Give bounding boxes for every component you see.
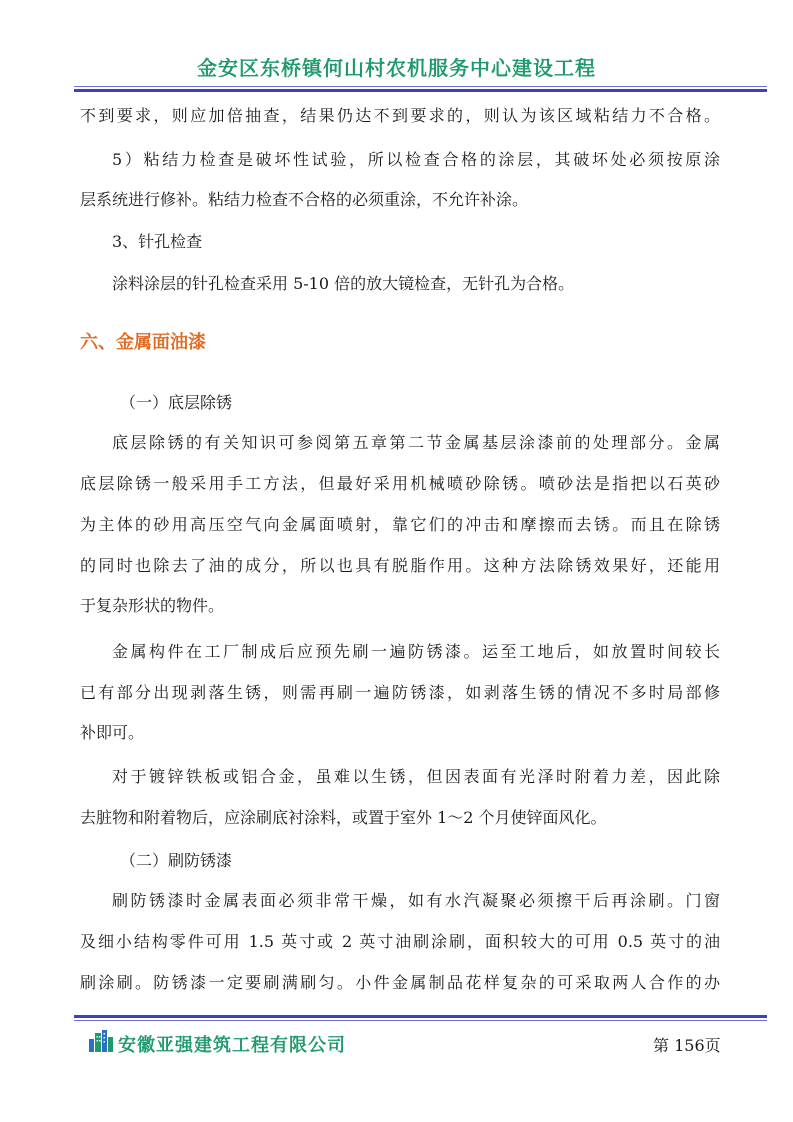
paragraph-line: 及细小结构零件可用 1.5 英寸或 2 英寸油刷涂刷，面积较大的可用 0.5 英寸的油 [80,932,720,951]
subheading-pinhole-check: 3、针孔检查 [112,232,203,251]
company-name: 安徽亚强建筑工程有限公司 [118,1035,346,1056]
paragraph-line: 金属构件在工厂制成后应预先刷一遍防锈漆。运至工地后，如放置时间较长 [112,642,720,661]
header-rule-thin [74,86,767,87]
page-number: 第 156页 [653,1036,721,1055]
document-title: 金安区东桥镇何山村农机服务中心建设工程 [197,56,596,80]
subsection-heading: （二）刷防锈漆 [120,851,233,870]
paragraph-line: 底层除锈的有关知识可参阅第五章第二节金属基层涂漆前的处理部分。金属 [112,433,720,452]
paragraph-line: 5）粘结力检查是破坏性试验，所以检查合格的涂层，其破坏处必须按原涂 [112,150,720,169]
footer-rule-thin [74,1020,767,1021]
paragraph-line: 层系统进行修补。粘结力检查不合格的必须重涂，不允许补涂。 [80,190,529,209]
paragraph-line: 于复杂形状的物件。 [80,596,225,615]
paragraph-line: 补即可。 [80,723,145,742]
paragraph-line: 刷防锈漆时金属表面必须非常干燥，如有水汽凝聚必须擦干后再涂刷。门窗 [112,891,720,910]
paragraph-line: 的同时也除去了油的成分，所以也具有脱脂作用。这种方法除锈效果好，还能用 [80,556,720,575]
header-rule-thick [74,89,767,92]
paragraph-line: 涂料涂层的针孔检查采用 5-10 倍的放大镜检查，无针孔为合格。 [112,274,575,293]
paragraph-line: 底层除锈一般采用手工方法，但最好采用机械喷砂除锈。喷砂法是指把以石英砂 [80,474,720,493]
footer-rule-thick [74,1015,767,1018]
building-logo-icon [88,1029,114,1053]
section-heading: 六、金属面油漆 [80,332,206,353]
paragraph-line: 去脏物和附着物后，应涂刷底衬涂料，或置于室外 1～2 个月使锌面风化。 [80,808,607,827]
paragraph-line: 对于镀锌铁板或铝合金，虽难以生锈，但因表面有光泽时附着力差，因此除 [112,767,720,786]
paragraph-line: 已有部分出现剥落生锈，则需再刷一遍防锈漆，如剥落生锈的情况不多时局部修 [80,683,720,702]
paragraph-line: 为主体的砂用高压空气向金属面喷射，靠它们的冲击和摩擦而去锈。而且在除锈 [80,515,720,534]
paragraph-line: 不到要求，则应加倍抽查，结果仍达不到要求的，则认为该区域粘结力不合格。 [80,106,720,125]
paragraph-line: 刷涂刷。防锈漆一定要刷满刷匀。小件金属制品花样复杂的可采取两人合作的办 [80,973,720,992]
subsection-heading: （一）底层除锈 [120,393,233,412]
